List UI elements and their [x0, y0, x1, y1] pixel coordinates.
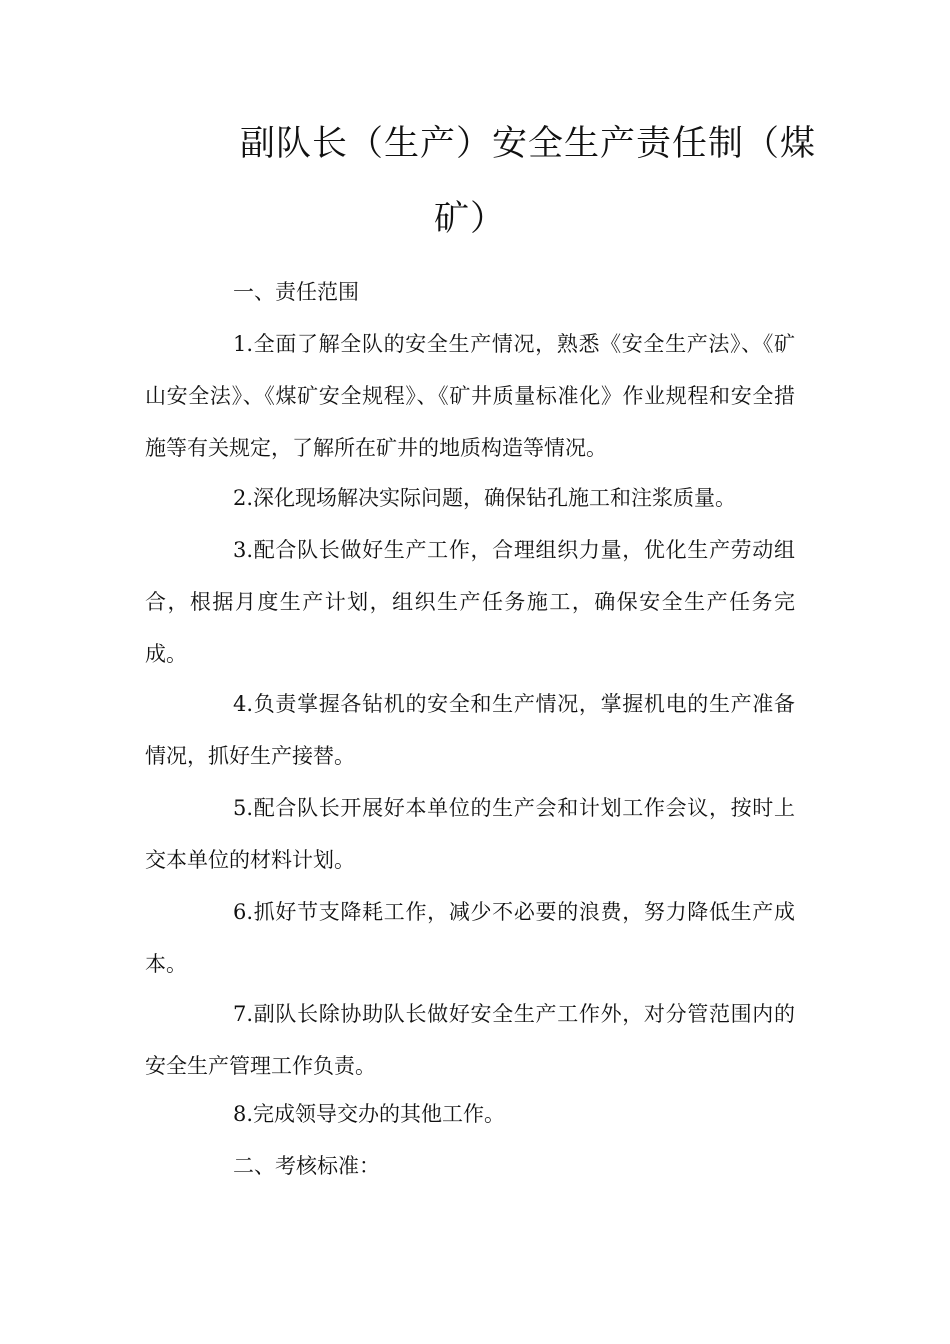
item-3: 3.配合队长做好生产工作，合理组织力量，优化生产劳动组合，根据月度生产计划，组织生产任务施工，确保安全生产任务完成。	[145, 538, 795, 666]
item-8: 8.完成领导交办的其他工作。	[233, 1102, 506, 1126]
item-1: 1.全面了解全队的安全生产情况，熟悉《安全生产法》、《矿山安全法》、《煤矿安全规程》、《矿井质量标准化》作业规程和安全措施等有关规定，了解所在矿井的地质构造等情况。	[145, 332, 795, 460]
item-5: 5.配合队长开展好本单位的生产会和计划工作会议，按时上交本单位的材料计划。	[145, 796, 795, 872]
item-6: 6.抓好节支降耗工作，减少不必要的浪费，努力降低生产成本。	[145, 900, 795, 976]
item-4: 4.负责掌握各钻机的安全和生产情况，掌握机电的生产准备情况，抓好生产接替。	[145, 692, 795, 768]
item-2: 2.深化现场解决实际问题，确保钻孔施工和注浆质量。	[233, 486, 737, 510]
document-title-line1: 副队长（生产）安全生产责任制（煤	[240, 124, 817, 164]
document-title-line2: 矿）	[433, 199, 506, 239]
section-heading-scope: 一、责任范围	[233, 280, 359, 304]
section-heading-assessment: 二、考核标准：	[233, 1154, 380, 1178]
item-7: 7.副队长除协助队长做好安全生产工作外，对分管范围内的安全生产管理工作负责。	[145, 1002, 795, 1078]
